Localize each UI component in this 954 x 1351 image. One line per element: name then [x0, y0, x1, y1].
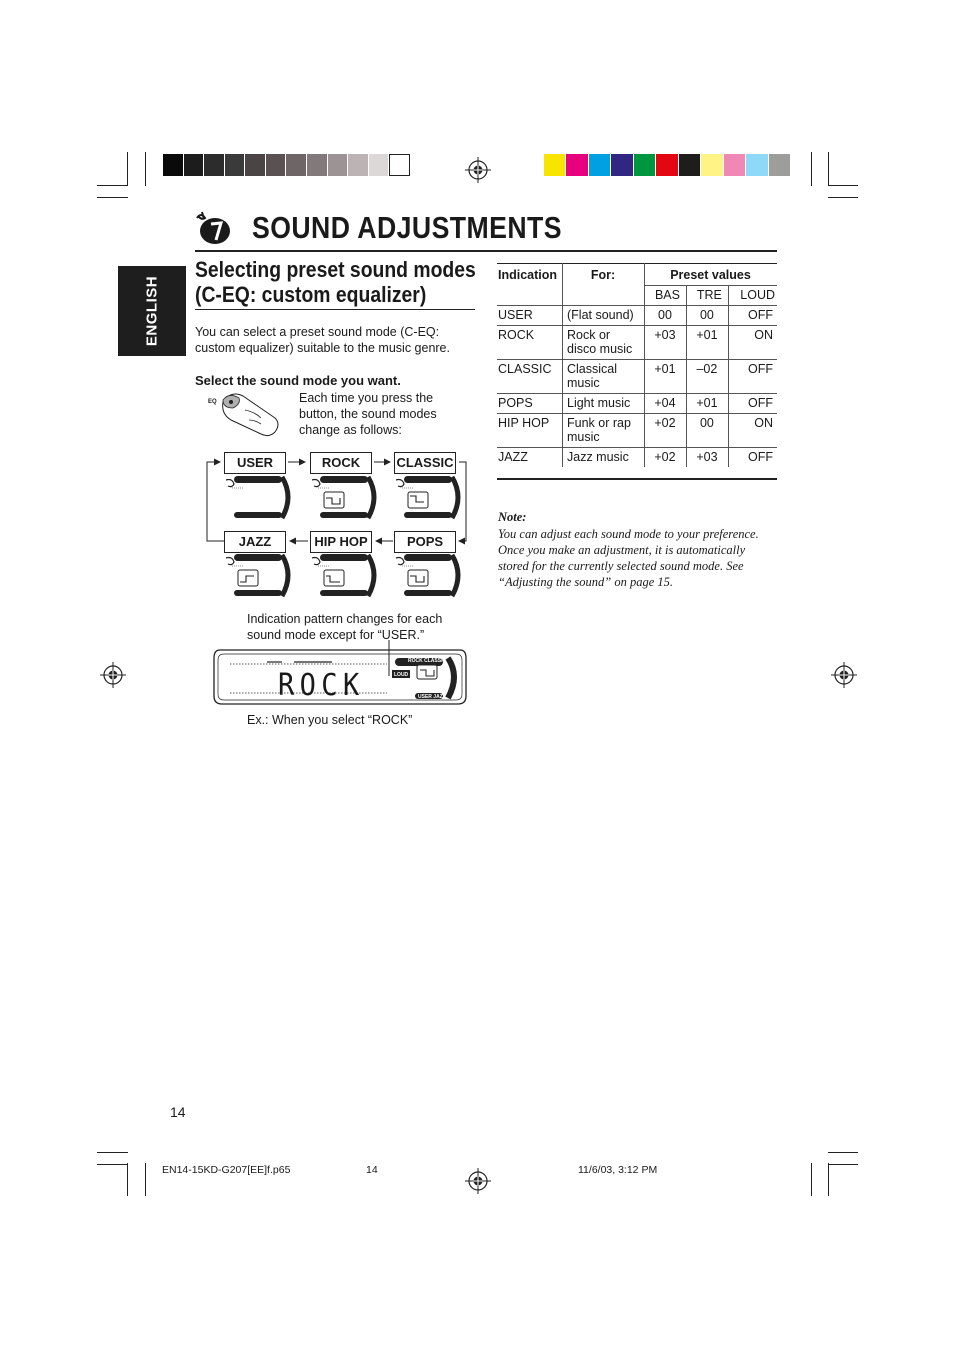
display-label-rock-classic: ROCK CLASSIC [408, 658, 447, 664]
crop-mark [97, 1164, 128, 1165]
footer-file: EN14-15KD-G207[EE]f.p65 [162, 1164, 291, 1176]
color-swatch [266, 154, 287, 176]
cell-bas: +02 [645, 448, 687, 468]
color-swatch [566, 154, 588, 176]
color-swatch [184, 154, 205, 176]
cell-loud: OFF [728, 394, 777, 414]
cell-ind: HIP HOP [497, 414, 563, 448]
cell-ind: POPS [497, 394, 563, 414]
section-heading: Selecting preset sound modes (C-EQ: custom equalizer) [195, 257, 476, 307]
mode-label-classic: CLASSIC [394, 452, 456, 474]
mini-display-hip-hop [310, 552, 380, 600]
crop-mark [127, 1163, 128, 1196]
crop-mark [145, 1163, 146, 1196]
crop-mark [97, 1152, 128, 1153]
mode-label-hip-hop: HIP HOP [310, 531, 372, 553]
cell-ind: ROCK [497, 326, 563, 360]
preset-values-table [497, 263, 777, 467]
pattern-note: Indication pattern changes for each sound mode except for “USER.” [247, 612, 443, 642]
color-swatch [348, 154, 369, 176]
mini-display-classic [394, 474, 464, 522]
cell-for: Jazz music [563, 448, 645, 468]
cell-loud: ON [728, 326, 777, 360]
cell-loud: OFF [728, 448, 777, 468]
mode-label-rock: ROCK [310, 452, 372, 474]
col-bas: BAS [645, 286, 687, 306]
cell-ind: USER [497, 306, 563, 326]
col-tre: TRE [686, 286, 728, 306]
title-rule [195, 250, 777, 252]
color-swatch [204, 154, 225, 176]
note-text: You can adjust each sound mode to your preference. Once you make an adjustment, it is automatically stored for the currently selected sound mode. See “Adjusting the sound” on page 15. [498, 527, 759, 589]
table-row [497, 306, 777, 326]
mode-label-user: USER [224, 452, 286, 474]
table-row [497, 326, 777, 360]
step-description: Each time you press the button, the sound modes change as follows: [299, 391, 437, 437]
crop-mark [811, 1163, 812, 1196]
crop-mark [828, 197, 858, 198]
table-bottom-rule [497, 478, 777, 480]
mode-label-pops: POPS [394, 531, 456, 553]
registration-mark-icon [100, 662, 126, 688]
mode-label-jazz: JAZZ [224, 531, 286, 553]
crop-mark [828, 1164, 858, 1165]
color-swatch [245, 154, 266, 176]
music-note-icon [194, 210, 234, 246]
crop-mark [828, 185, 858, 186]
color-swatch [724, 154, 746, 176]
color-swatch [286, 154, 307, 176]
cell-tre: 00 [686, 306, 728, 326]
cell-for: Light music [563, 394, 645, 414]
color-calibration-bar [544, 154, 791, 176]
cell-tre: +03 [686, 448, 728, 468]
cell-bas: 00 [645, 306, 687, 326]
color-swatch [389, 154, 410, 176]
color-swatch [544, 154, 566, 176]
crop-mark [828, 152, 829, 186]
mini-display-jazz [224, 552, 294, 600]
cell-bas: +01 [645, 360, 687, 394]
display-label-loud: LOUD [394, 672, 409, 678]
cell-loud: OFF [728, 360, 777, 394]
step-title: Select the sound mode you want. [195, 373, 401, 388]
crop-mark [127, 152, 128, 186]
table-row [497, 360, 777, 394]
intro-text: You can select a preset sound mode (C-EQ: custom equalizer) suitable to the music genre. [195, 325, 450, 355]
cell-for: Rock or disco music [563, 326, 645, 360]
color-swatch [611, 154, 633, 176]
registration-mark-icon [831, 662, 857, 688]
color-swatch [701, 154, 723, 176]
cell-for: (Flat sound) [563, 306, 645, 326]
grayscale-calibration-bar [163, 154, 410, 176]
page-title: SOUND ADJUSTMENTS [252, 210, 562, 245]
col-preset-values: Preset values [645, 264, 778, 286]
language-tab: ENGLISH [118, 266, 186, 356]
color-swatch [328, 154, 349, 176]
cell-tre: +01 [686, 394, 728, 414]
color-swatch [679, 154, 701, 176]
color-swatch [746, 154, 768, 176]
cell-tre: +01 [686, 326, 728, 360]
display-label-user-jazz: USER JAZZ [418, 694, 446, 700]
page-number: 14 [170, 1104, 186, 1120]
cell-for: Classical music [563, 360, 645, 394]
table-row [497, 448, 777, 468]
crop-mark [811, 152, 812, 186]
color-swatch [163, 154, 184, 176]
crop-mark [145, 152, 146, 186]
cell-ind: JAZZ [498, 450, 528, 464]
col-indication: Indication [497, 264, 563, 306]
mini-display-user [224, 474, 294, 522]
crop-mark [97, 197, 128, 198]
eq-button-press-illustration [205, 390, 283, 442]
table-row [497, 414, 777, 448]
cell-loud: OFF [728, 306, 777, 326]
cell-bas: +04 [645, 394, 687, 414]
crop-mark [828, 1152, 858, 1153]
cell-tre: 00 [686, 414, 728, 448]
crop-mark [828, 1163, 829, 1196]
table-row [497, 394, 777, 414]
eq-button-label: EQ [208, 399, 217, 405]
color-swatch [589, 154, 611, 176]
cell-bas: +02 [645, 414, 687, 448]
svg-text:EQ: EQ [396, 661, 404, 667]
cell-ind: CLASSIC [497, 360, 563, 394]
col-loud: LOUD [728, 286, 777, 306]
display-readout: ROCK [278, 668, 365, 703]
color-swatch [656, 154, 678, 176]
color-swatch [369, 154, 390, 176]
example-caption: Ex.: When you select “ROCK” [247, 713, 413, 727]
registration-mark-icon [465, 157, 491, 183]
col-for: For: [563, 264, 645, 306]
registration-mark-icon [465, 1168, 491, 1194]
mini-display-pops [394, 552, 464, 600]
color-swatch [634, 154, 656, 176]
crop-mark [97, 185, 128, 186]
section-rule [195, 309, 475, 310]
footer-date: 11/6/03, 3:12 PM [578, 1164, 658, 1176]
cell-loud: ON [728, 414, 777, 448]
color-swatch [769, 154, 791, 176]
note-heading: Note: [498, 510, 527, 524]
mini-display-rock [310, 474, 380, 522]
pointer-line [385, 640, 395, 680]
cell-for: Funk or rap music [563, 414, 645, 448]
footer-page: 14 [366, 1164, 378, 1176]
color-swatch [307, 154, 328, 176]
cell-bas: +03 [645, 326, 687, 360]
cell-tre: –02 [686, 360, 728, 394]
color-swatch [225, 154, 246, 176]
